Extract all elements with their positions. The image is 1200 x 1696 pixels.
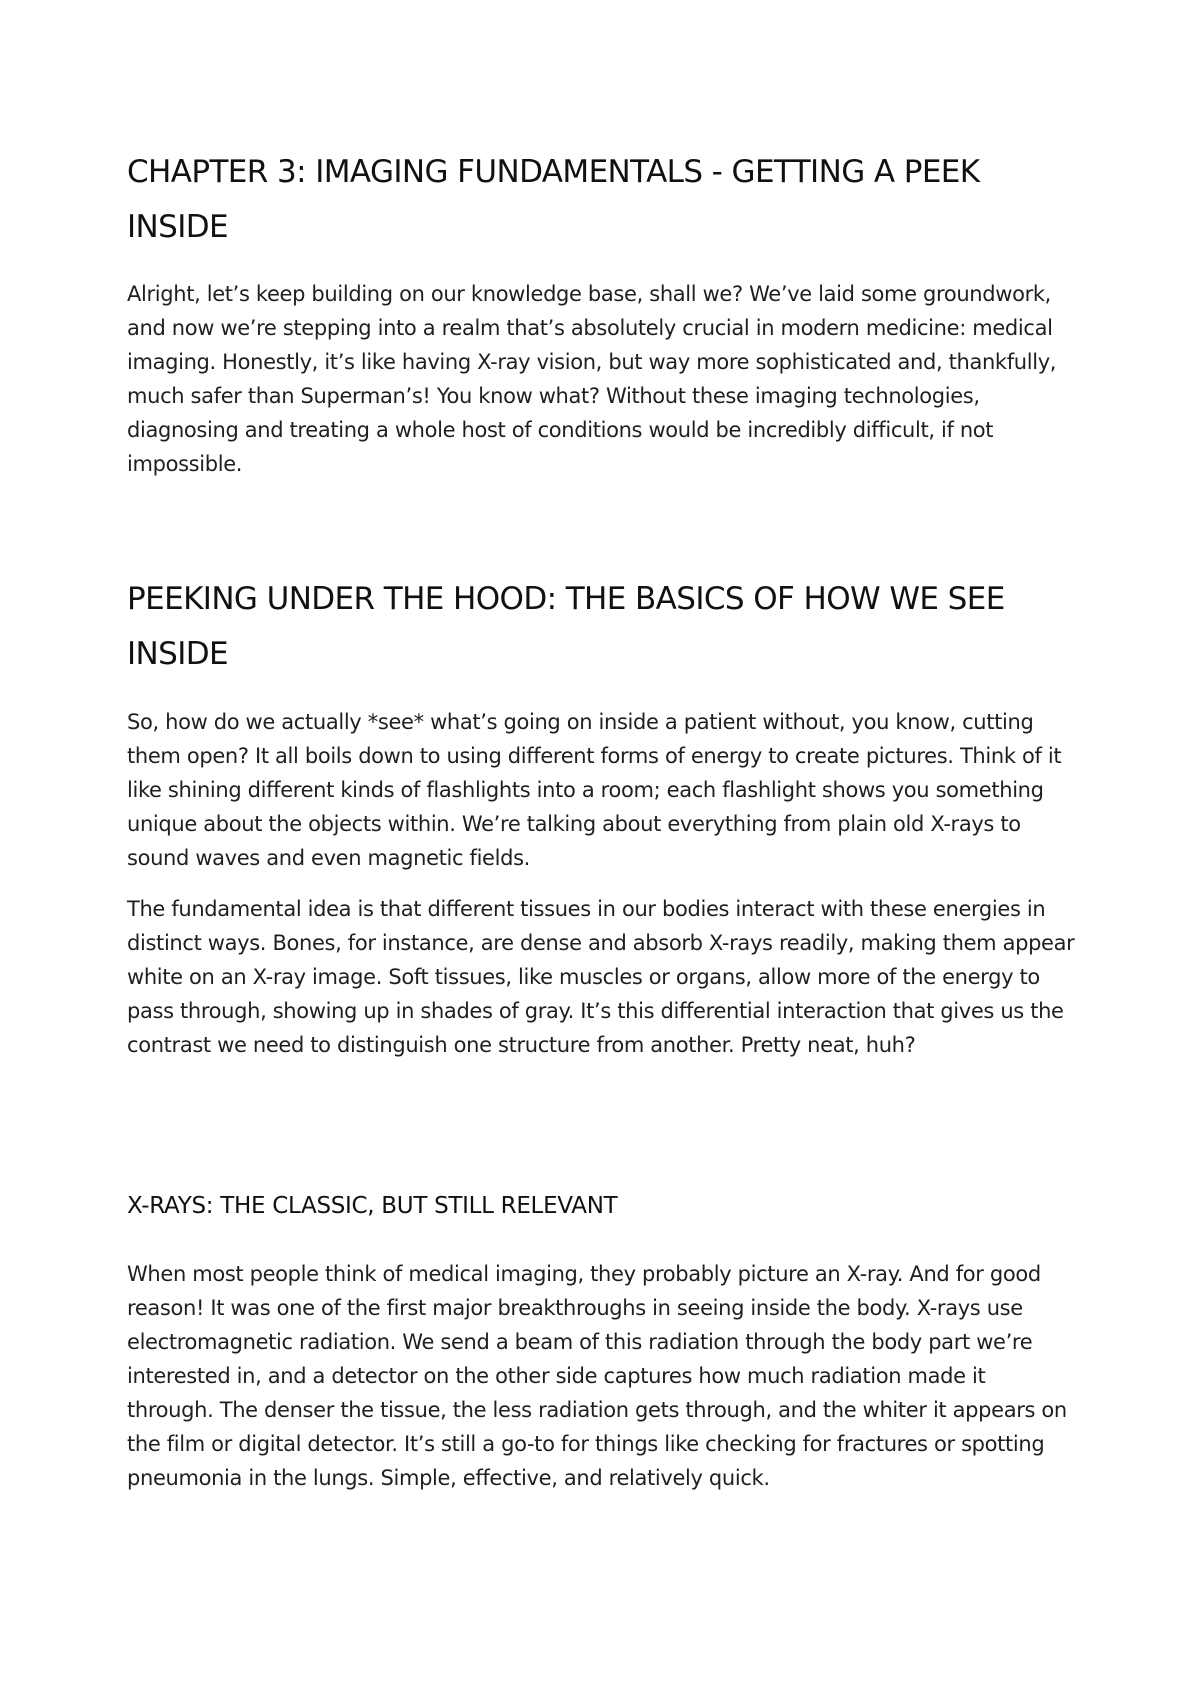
section-paragraph-2: The fundamental idea is that different tissues in our bodies interact with these energies in distinct ways. Bones, for instance, are dense and absorb X-rays readily, making them appear white on an X-ray image. Soft tissues, like muscles or organs, allow more of the energy to pass through, showing up in shades of gray. It’s this differential interaction that gives us the contrast we need to distinguish one structure from another. Pretty neat, huh? — [127, 897, 1075, 1057]
section-paragraph-1: So, how do we actually *see* what’s going on inside a patient without, you know, cutting them open? It all boils down to using different forms of energy to create pictures. Think of it like shining different kinds of flashlights into a room; each flashlight shows you something unique about the objects within. We’re talking about everything from plain old X-rays to sound waves and even magnetic fields. — [127, 710, 1062, 870]
section-title: PEEKING UNDER THE HOOD: THE BASICS OF HOW WE SEE INSIDE — [127, 581, 1005, 672]
subsection-paragraph: When most people think of medical imaging, they probably picture an X-ray. And for good reason! It was one of the first major breakthroughs in seeing inside the body. X-rays use electromagnetic radiation. We send a beam of this radiation through the body part we’re interested in, and a detector on the other side captures how much radiation made it through. The denser the tissue, the less radiation gets through, and the whiter it appears on the film or digital detector. It’s still a go-to for things like checking for fractures or spotting pneumonia in the lungs. Simple, effective, and relatively quick. — [127, 1262, 1067, 1490]
subsection-title: X-RAYS: THE CLASSIC, BUT STILL RELEVANT — [127, 1193, 618, 1219]
chapter-title: CHAPTER 3: IMAGING FUNDAMENTALS - GETTING A PEEK INSIDE — [127, 154, 980, 245]
intro-paragraph: Alright, let’s keep building on our knowledge base, shall we? We’ve laid some groundwork, and now we’re stepping into a realm that’s absolutely crucial in modern medicine: medical imaging. Honestly, it’s like having X-ray vision, but way more sophisticated and, thankfully, much safer than Superman’s! You know what? Without these imaging technologies, diagnosing and treating a whole host of conditions would be incredibly difficult, if not impossible. — [127, 282, 1057, 476]
